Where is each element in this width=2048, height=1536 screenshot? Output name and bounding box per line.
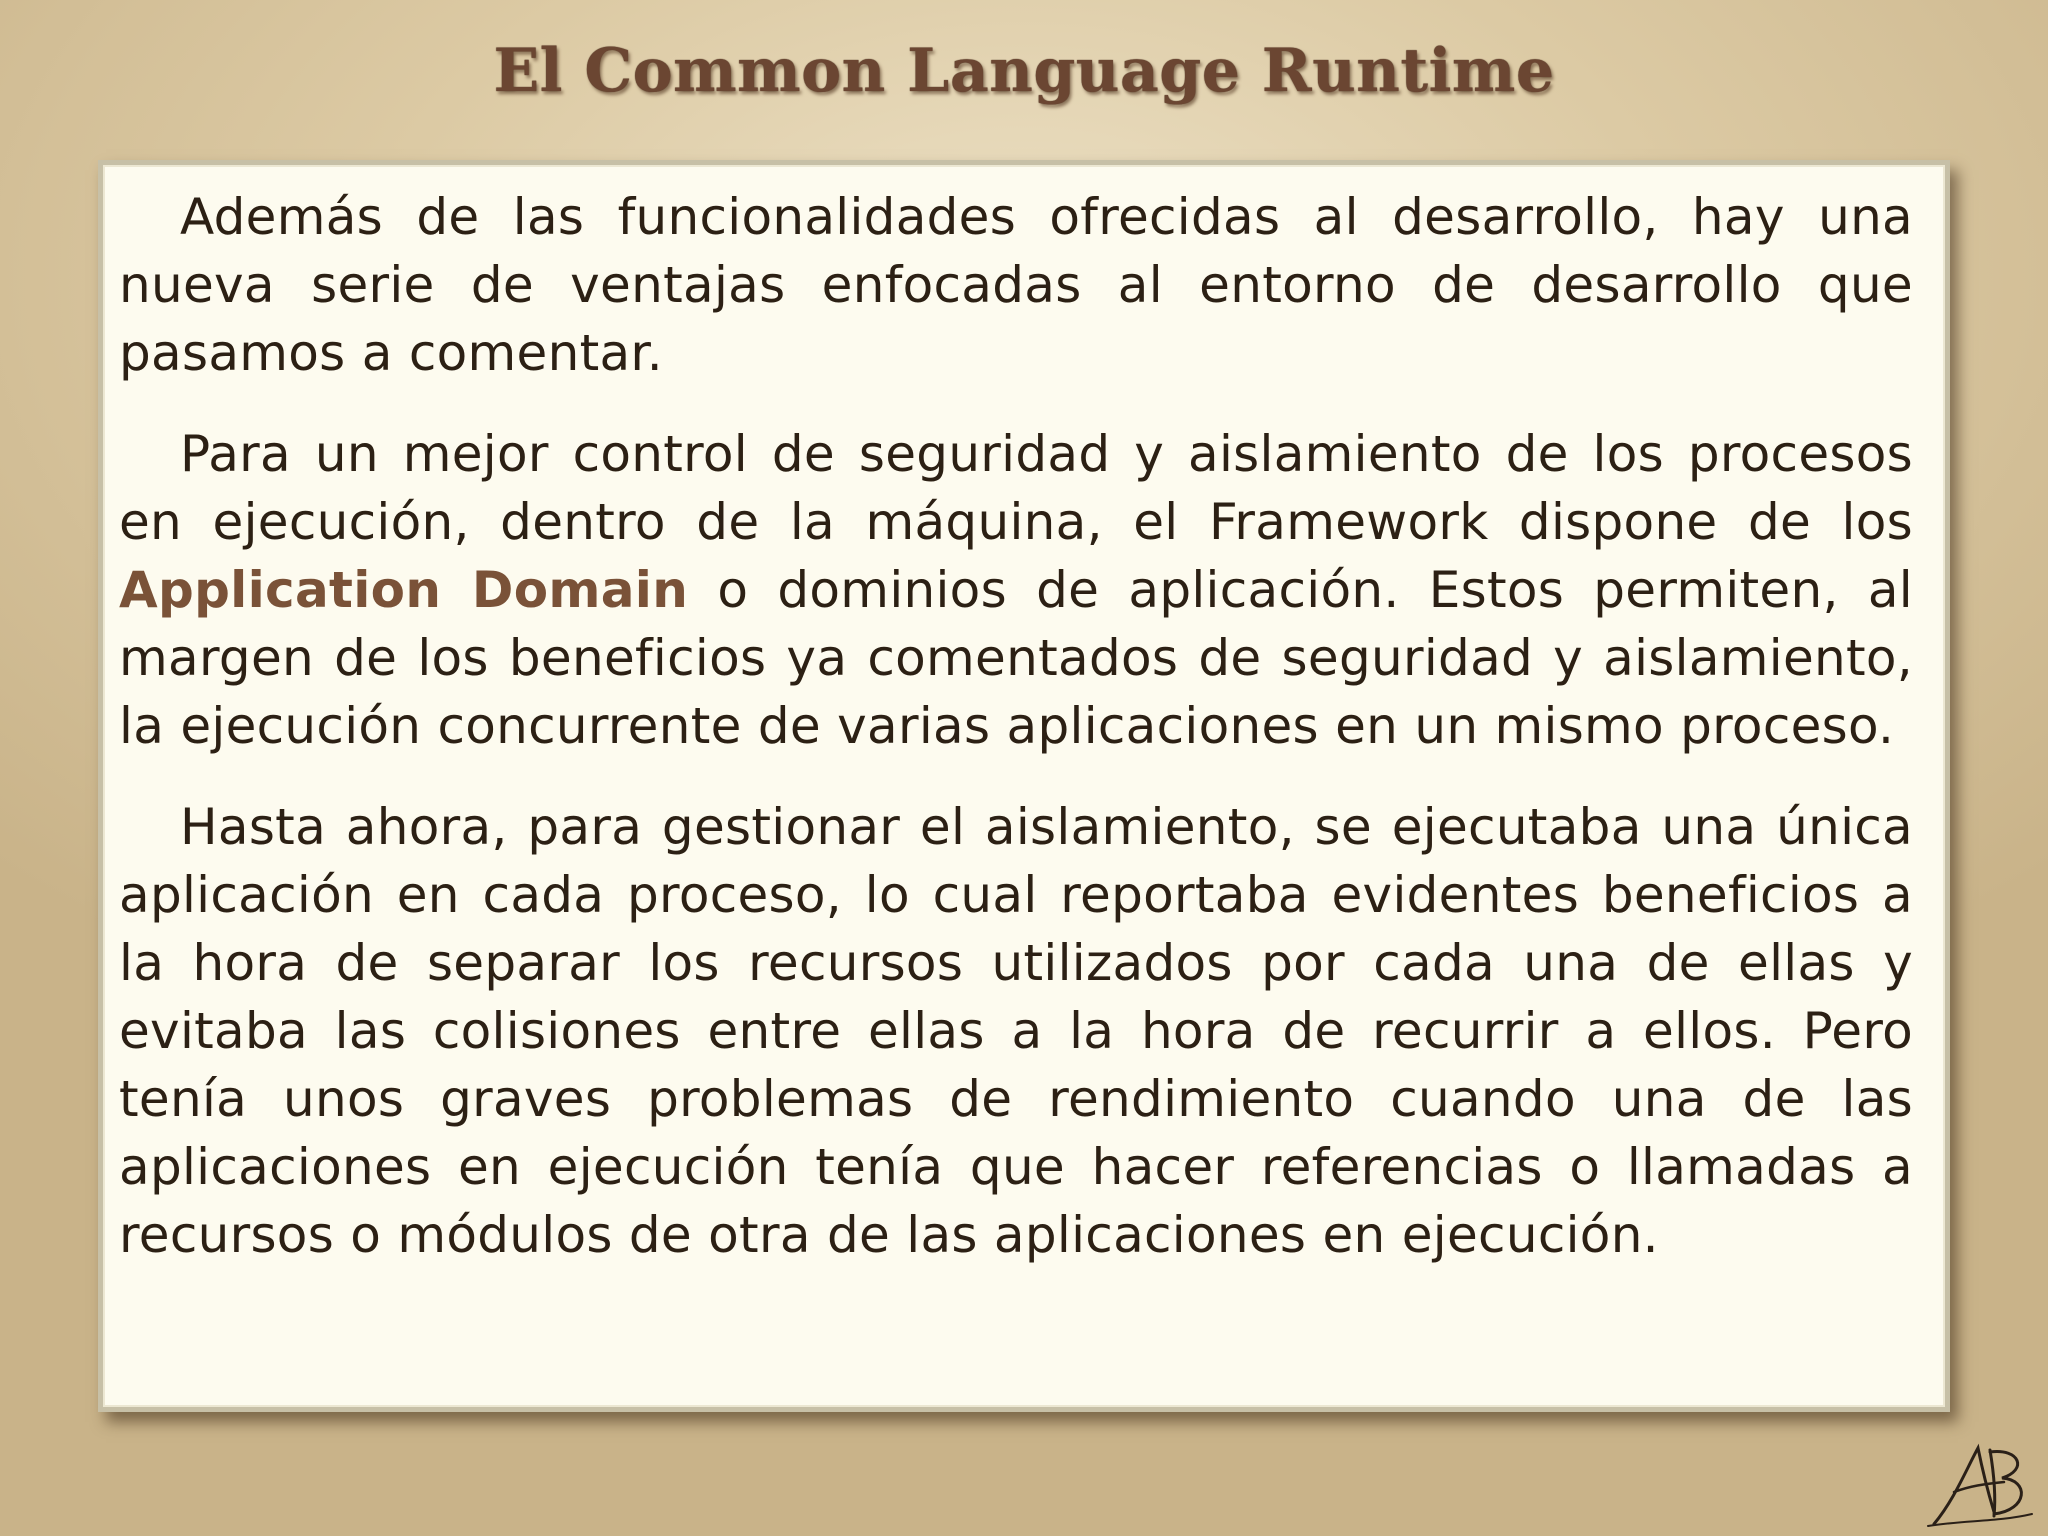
application-domain-highlight: Application Domain	[119, 561, 689, 619]
slide-title: El Common Language Runtime	[493, 36, 1555, 106]
paragraph-text: o dominios de aplicación. Estos permiten, al margen de los beneficios ya comentados de seguridad y aislamiento, la ejecución concurrente de varias aplicaciones en un mismo proceso.	[119, 561, 1913, 755]
paragraph-intro: Además de las funcionalidades ofrecidas al desarrollo, hay una nueva serie de ventajas enfocadas al entorno de desarrollo que pasamos a comentar.	[119, 188, 1913, 382]
signature-logo	[1924, 1440, 2036, 1530]
paragraph-isolation: Hasta ahora, para gestionar el aislamiento, se ejecutaba una única aplicación en cada proceso, lo cual reportaba evidentes beneficios a la hora de separar los recursos utilizados por cada una de ellas y evitaba las colisiones entre ellas a la hora de recurrir a ellos. Pero tenía unos graves problemas de rendimiento cuando una de las aplicaciones en ejecución tenía que hacer referencias o llamadas a recursos o módulos de otra de las aplicaciones en ejecución.	[119, 798, 1913, 1264]
content-box	[98, 160, 1950, 1412]
paragraph-text: Para un mejor control de seguridad y aislamiento de los procesos en ejecución, dentro de la máquina, el Framework dispone de los	[119, 425, 1913, 551]
paragraph-application-domain	[119, 420, 1913, 760]
